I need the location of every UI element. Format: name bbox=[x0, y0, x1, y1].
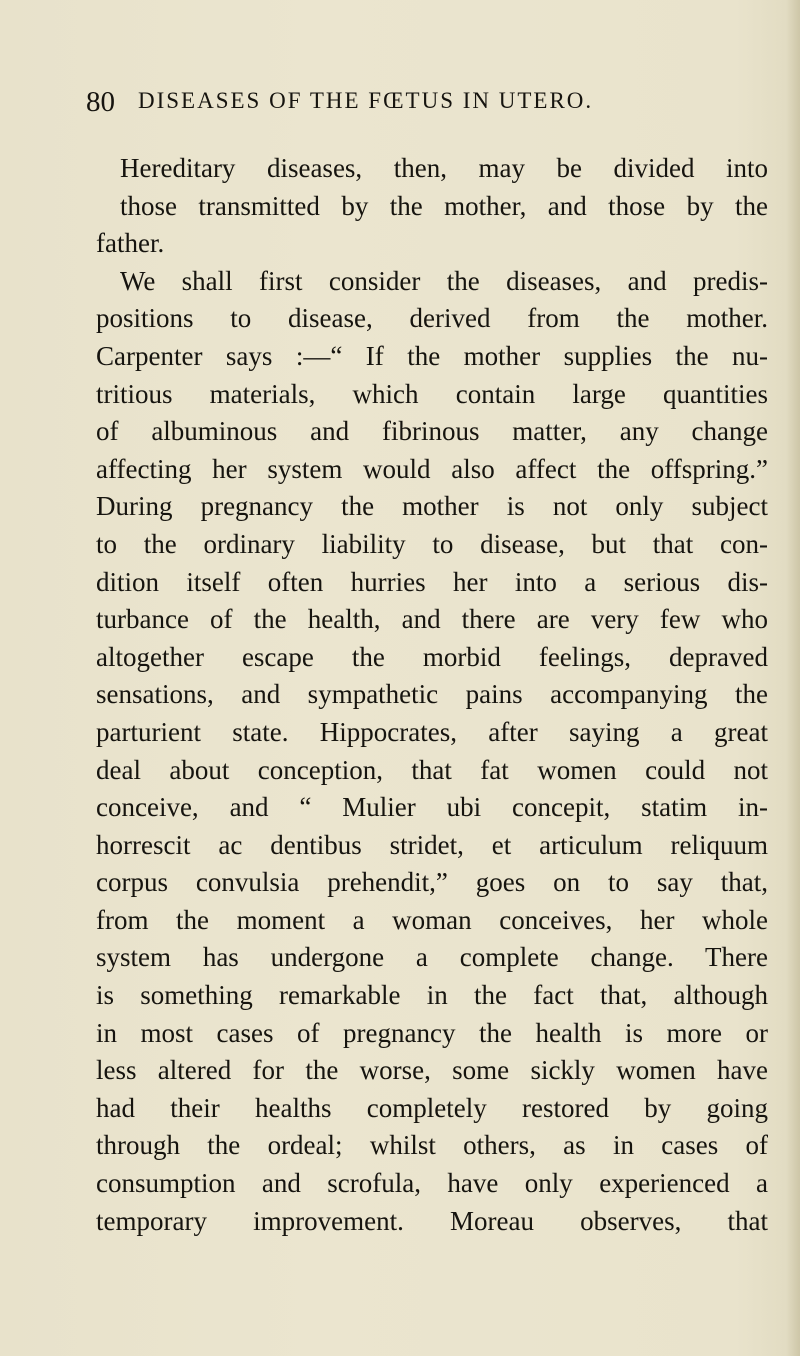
text-line: We shall first consider the diseases, and predis- bbox=[120, 265, 768, 296]
text-line: father. bbox=[96, 228, 165, 259]
text-line: turbance of the health, and there are very few who bbox=[96, 604, 768, 635]
text-line: through the ordeal; whilst others, as in cases of bbox=[96, 1130, 768, 1161]
running-head bbox=[86, 86, 766, 122]
page-edge-shadow bbox=[786, 0, 800, 1356]
text-line: consumption and scrofula, have only experienced a bbox=[96, 1168, 768, 1199]
text-line: sensations, and sympathetic pains accompanying the bbox=[96, 679, 768, 710]
text-line: tritious materials, which contain large quantities bbox=[96, 378, 768, 409]
text-line: deal about conception, that fat women could not bbox=[96, 754, 768, 785]
text-line: corpus convulsia prehendit,” goes on to say that, bbox=[96, 867, 768, 898]
text-line: those transmitted by the mother, and those by the bbox=[120, 190, 768, 221]
text-line: had their healths completely restored by going bbox=[96, 1092, 768, 1123]
text-line: from the moment a woman conceives, her whole bbox=[96, 904, 768, 935]
text-line: to the ordinary liability to disease, but that con- bbox=[96, 528, 768, 559]
text-line: Carpenter says :—“ If the mother supplies the nu- bbox=[96, 340, 768, 371]
text-line: horrescit ac dentibus stridet, et articulum reliquum bbox=[96, 829, 768, 860]
text-line: altogether escape the morbid feelings, depraved bbox=[96, 641, 768, 672]
text-line: temporary improvement. Moreau observes, that bbox=[96, 1205, 768, 1236]
text-line: in most cases of pregnancy the health is more or bbox=[96, 1017, 768, 1048]
text-line: of albuminous and fibrinous matter, any change bbox=[96, 416, 768, 447]
text-line: less altered for the worse, some sickly women have bbox=[96, 1055, 768, 1086]
body-text bbox=[96, 150, 768, 1240]
text-line: conceive, and “ Mulier ubi concepit, statim in- bbox=[96, 792, 768, 823]
text-line: Hereditary diseases, then, may be divided into bbox=[120, 153, 768, 183]
text-line: dition itself often hurries her into a serious dis- bbox=[96, 566, 768, 597]
page-number: 80 bbox=[86, 86, 115, 118]
text-line: is something remarkable in the fact that, although bbox=[96, 980, 768, 1011]
text-line: positions to disease, derived from the mother. bbox=[96, 303, 768, 334]
running-head-title: DISEASES OF THE FŒTUS IN UTERO. bbox=[138, 88, 594, 113]
text-line: system has undergone a complete change. There bbox=[96, 942, 768, 973]
text-line: During pregnancy the mother is not only subject bbox=[96, 491, 768, 522]
text-line: affecting her system would also affect the offspring.” bbox=[96, 453, 768, 484]
text-line: parturient state. Hippocrates, after saying a great bbox=[96, 716, 768, 747]
